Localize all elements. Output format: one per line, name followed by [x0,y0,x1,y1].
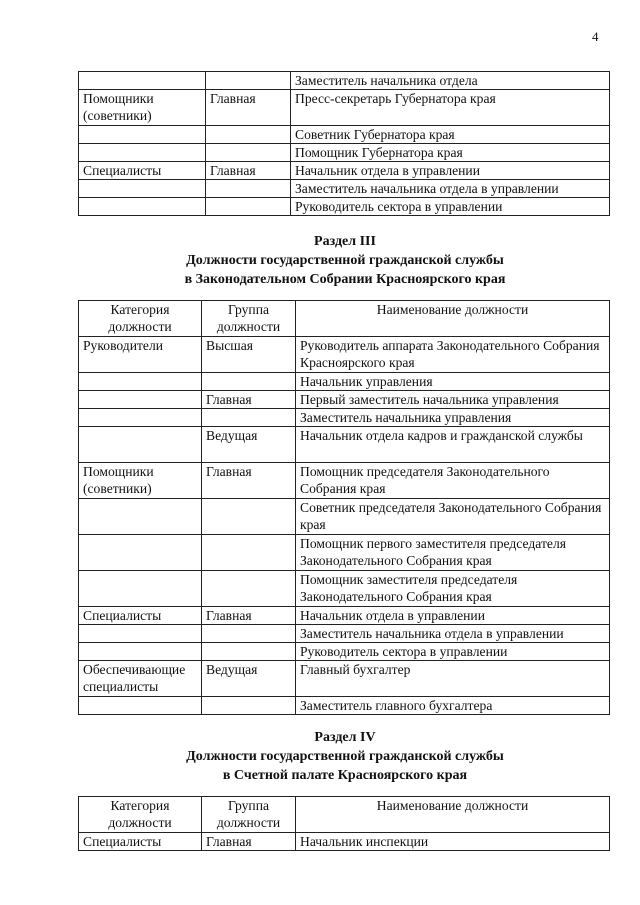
section-3-line-2: в Законодательном Собрании Красноярского края [184,272,506,287]
table-row [79,607,610,625]
position-cell: Советник Губернатора края [291,126,610,144]
table-row [79,162,610,180]
group-cell: Главная [206,162,291,180]
table-row [79,535,610,571]
group-cell [202,697,296,715]
position-cell: Руководитель сектора в управлении [296,643,610,661]
column-header-category: Категория должности [79,797,202,833]
group-cell: Главная [202,463,296,499]
table-header-row [79,797,610,833]
table-row [79,643,610,661]
position-cell: Начальник отдела в управлении [291,162,610,180]
category-cell [79,571,202,607]
category-cell [79,499,202,535]
group-cell: Ведущая [202,661,296,697]
category-cell [79,535,202,571]
section-3-title: Раздел III [314,234,376,249]
group-cell: Главная [206,90,291,126]
category-cell [79,198,206,216]
category-cell [79,126,206,144]
position-cell: Руководитель аппарата Законодательного Собрания Красноярского края [296,337,610,373]
group-cell [202,499,296,535]
category-cell [79,180,206,198]
position-cell: Заместитель начальника отдела [291,72,610,90]
table-row [79,198,610,216]
table-row [79,90,610,126]
group-cell [206,72,291,90]
category-cell [79,643,202,661]
column-header-position: Наименование должности [296,797,610,833]
section-4-line-2: в Счетной палате Красноярского края [222,768,468,783]
column-header-group: Группа должности [202,797,296,833]
section-4-heading [80,728,610,785]
category-cell: Руководители [79,337,202,373]
group-cell [202,373,296,391]
position-cell: Помощник первого заместителя председателя Законодательного Собрания края [296,535,610,571]
section-3-line-1: Должности государственной гражданской службы [186,253,504,268]
category-cell [79,144,206,162]
position-cell: Советник председателя Законодательного Собрания края [296,499,610,535]
position-cell: Начальник отдела кадров и гражданской службы [296,427,610,463]
group-cell [206,198,291,216]
position-cell: Заместитель начальника отдела в управлении [291,180,610,198]
table-legislative-assembly [78,300,610,715]
section-4-line-1: Должности государственной гражданской службы [186,749,504,764]
group-cell: Главная [202,391,296,409]
category-cell [79,391,202,409]
position-cell: Заместитель главного бухгалтера [296,697,610,715]
table-row [79,72,610,90]
category-cell [79,72,206,90]
position-cell: Пресс-секретарь Губернатора края [291,90,610,126]
group-cell: Главная [202,833,296,851]
table-header-row [79,301,610,337]
position-cell: Руководитель сектора в управлении [291,198,610,216]
table-row [79,833,610,851]
position-cell: Помощник председателя Законодательного Собрания края [296,463,610,499]
position-cell: Заместитель начальника управления [296,409,610,427]
page-number: 4 [592,29,599,44]
category-cell [79,427,202,463]
group-cell: Главная [202,607,296,625]
position-cell: Начальник управления [296,373,610,391]
group-cell: Высшая [202,337,296,373]
category-cell [79,409,202,427]
category-cell: Специалисты [79,607,202,625]
group-cell [202,625,296,643]
group-cell [202,535,296,571]
table-accounts-chamber [78,796,610,851]
position-cell: Начальник отдела в управлении [296,607,610,625]
table-row [79,463,610,499]
table-row [79,697,610,715]
section-4-title: Раздел IV [314,730,376,745]
position-cell: Начальник инспекции [296,833,610,851]
group-cell [206,180,291,198]
table-row [79,391,610,409]
position-cell: Главный бухгалтер [296,661,610,697]
table-row [79,180,610,198]
category-cell [79,697,202,715]
table-row [79,144,610,162]
group-cell: Ведущая [202,427,296,463]
position-cell: Первый заместитель начальника управления [296,391,610,409]
table-row [79,661,610,697]
group-cell [206,144,291,162]
table-row [79,427,610,463]
column-header-position: Наименование должности [296,301,610,337]
section-3-heading [80,232,610,289]
category-cell: Обеспечивающие специалисты [79,661,202,697]
category-cell: Помощники (советники) [79,463,202,499]
group-cell [206,126,291,144]
position-cell: Помощник Губернатора края [291,144,610,162]
table-row [79,126,610,144]
table-row [79,625,610,643]
table-row [79,499,610,535]
position-cell: Помощник заместителя председателя Законодательного Собрания края [296,571,610,607]
table-row [79,337,610,373]
group-cell [202,643,296,661]
table-row [79,409,610,427]
category-cell: Помощники (советники) [79,90,206,126]
table-row [79,373,610,391]
table-row [79,571,610,607]
category-cell [79,373,202,391]
category-cell: Специалисты [79,162,206,180]
column-header-category: Категория должности [79,301,202,337]
table-executive-continued [78,71,610,216]
position-cell: Заместитель начальника отдела в управлении [296,625,610,643]
column-header-group: Группа должности [202,301,296,337]
category-cell [79,625,202,643]
category-cell: Специалисты [79,833,202,851]
group-cell [202,409,296,427]
group-cell [202,571,296,607]
